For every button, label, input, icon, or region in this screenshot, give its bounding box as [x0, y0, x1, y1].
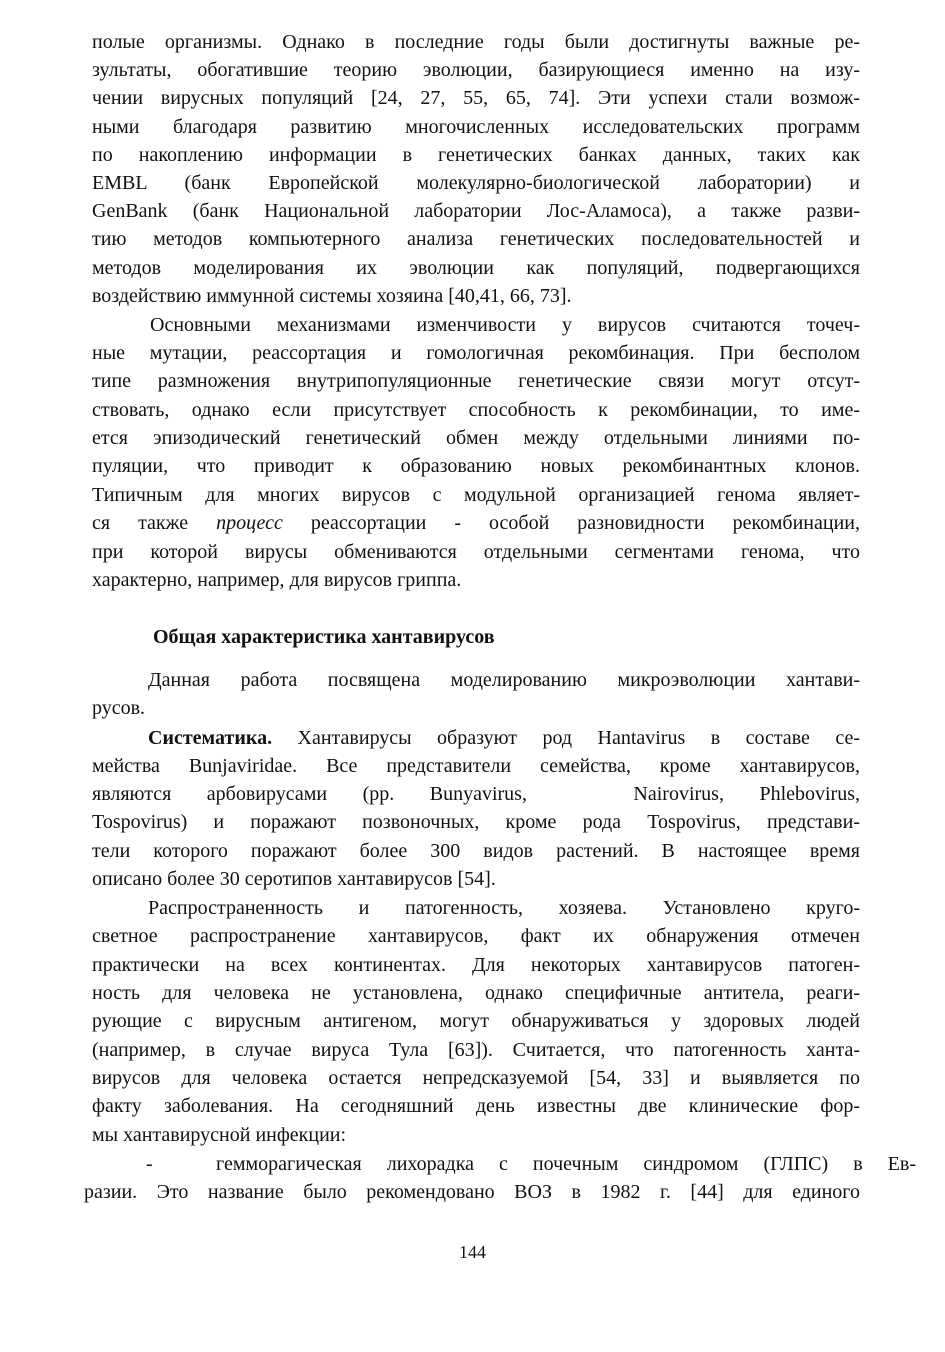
section-heading: Общая характеристика хантавирусов	[153, 626, 495, 648]
text-line: Распространенность и патогенность, хозяева. Установлено круго-	[148, 897, 860, 919]
text-line: практически на всех континентах. Для некоторых хантавирусов патоген-	[92, 954, 860, 976]
bold-term: Систематика.	[148, 727, 273, 749]
text-line: факту заболевания. На сегодняшний день известны две клинические фор-	[92, 1095, 860, 1117]
text-line: по накоплению информации в генетических банках данных, таких как	[92, 144, 860, 166]
text-line: (например, в случае вируса Тула [63]). Считается, что патогенность ханта-	[92, 1039, 860, 1061]
text-line: ные мутации, реассортация и гомологичная рекомбинация. При бесполом	[92, 342, 860, 364]
text-line: ствовать, однако если присутствует способность к рекомбинации, то име-	[92, 399, 860, 421]
text-line: ными благодаря развитию многочисленных исследовательских программ	[92, 116, 860, 138]
text-line: Tospovirus) и поражают позвоночных, кроме рода Tospovirus, представи-	[92, 811, 860, 833]
text-line: рующие с вирусным антигеном, могут обнаруживаться у здоровых людей	[92, 1010, 860, 1032]
text-line: ется эпизодический генетический обмен между отдельными линиями по-	[92, 427, 860, 449]
text-line: EMBL (банк Европейской молекулярно-биологической лаборатории) и	[92, 172, 860, 194]
text-line: чении вирусных популяций [24, 27, 55, 65, 74]. Эти успехи стали возмож-	[92, 87, 860, 109]
list-dash: -	[146, 1153, 153, 1175]
text-line: типе размножения внутрипопуляционные генетические связи могут отсут-	[92, 370, 860, 392]
text-line: мейства Bunjaviridae. Все представители семейства, кроме хантавирусов,	[92, 755, 860, 777]
text-line: Типичным для многих вирусов с модульной организацией генома являет-	[92, 484, 860, 506]
text-line: вирусов для человека остается непредсказуемой [54, 33] и выявляется по	[92, 1067, 860, 1089]
text-line: мы хантавирусной инфекции:	[92, 1124, 347, 1146]
text-line: разии. Это название было рекомендовано ВОЗ в 1982 г. [44] для единого	[84, 1181, 860, 1203]
text-run: Хантавирусы образуют род Hantavirus в составе се-	[272, 727, 860, 749]
text-line: полые организмы. Однако в последние годы были достигнуты важные ре-	[92, 31, 860, 53]
page-number: 144	[459, 1242, 486, 1262]
text-line: характерно, например, для вирусов гриппа.	[92, 569, 462, 591]
text-line	[148, 724, 860, 752]
text-run: реассортации - особой разновидности рекомбинации,	[282, 512, 860, 534]
text-line: при которой вирусы обмениваются отдельными сегментами генома, что	[92, 541, 860, 563]
text-line: тию методов компьютерного анализа генетических последовательностей и	[92, 228, 860, 250]
text-run: ся также	[92, 512, 217, 534]
text-line: Данная работа посвящена моделированию микроэволюции хантави-	[148, 669, 860, 691]
italic-text: процесс	[216, 512, 283, 534]
text-line: GenBank (банк Национальной лаборатории Лос-Аламоса), а также разви-	[92, 200, 860, 222]
text-line: ность для человека не установлена, однако специфичные антитела, реаги-	[92, 982, 860, 1004]
text-line: Основными механизмами изменчивости у вирусов считаются точеч-	[150, 314, 860, 336]
text-line	[92, 509, 860, 537]
text-line: пуляции, что приводит к образованию новых рекомбинантных клонов.	[92, 455, 860, 477]
text-line: описано более 30 серотипов хантавирусов [54].	[92, 868, 496, 890]
text-line: зультаты, обогатившие теорию эволюции, базирующиеся именно на изу-	[92, 59, 860, 81]
text-line: гемморагическая лихорадка с почечным синдромом (ГЛПС) в Ев-	[216, 1153, 916, 1175]
text-line: являются арбовирусами (рр. Bunyavirus, Nairovirus, Phlebovirus,	[92, 783, 860, 805]
text-line: воздействию иммунной системы хозяина [40,41, 66, 73].	[92, 285, 572, 307]
text-line: методов моделирования их эволюции как популяций, подвергающихся	[92, 257, 860, 279]
text-line: русов.	[92, 697, 146, 719]
text-line: тели которого поражают более 300 видов растений. В настоящее время	[92, 840, 860, 862]
text-line: светное распространение хантавирусов, факт их обнаружения отмечен	[92, 925, 860, 947]
